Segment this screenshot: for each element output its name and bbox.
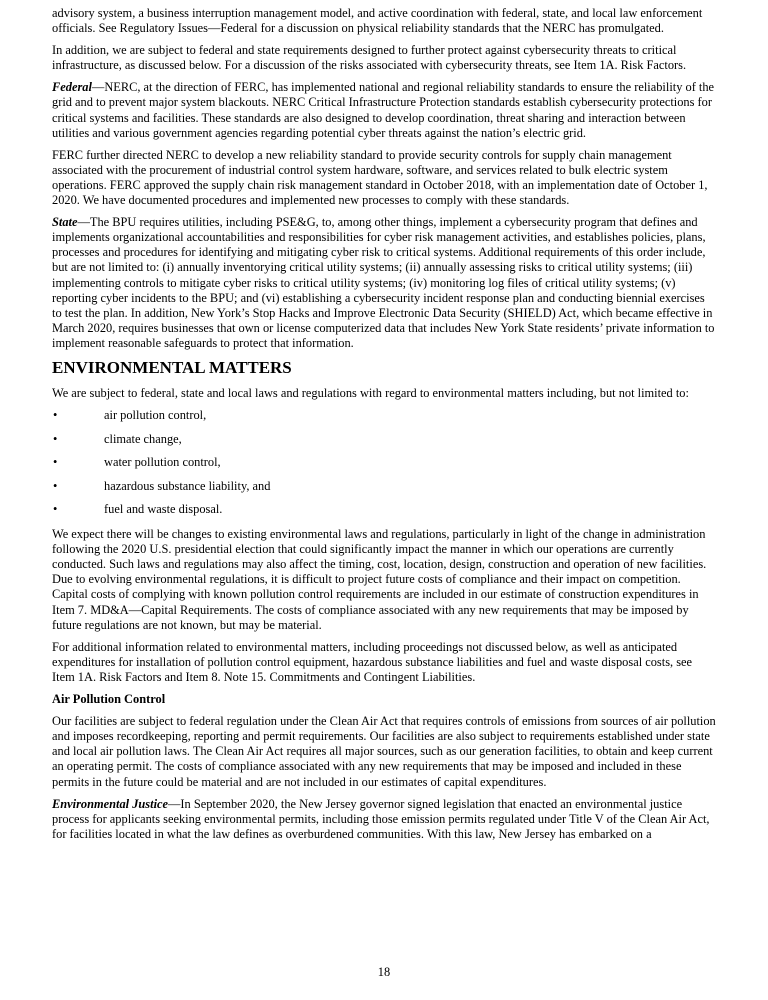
list-item: [52, 455, 716, 470]
list-item: [52, 408, 716, 423]
bullet-icon: •: [53, 431, 58, 446]
bullet-icon: •: [53, 408, 58, 423]
bullet-icon: •: [53, 455, 58, 470]
paragraph-state: [52, 215, 716, 351]
paragraph-physical-security: advisory system, a business interruption management model, and active coordination with federal, state, and local law enforcement officials. See Regulatory Issues—Federal for a discussion on physical reliability standards that the NERC has promulgated.: [52, 6, 703, 36]
list-item-text: fuel and waste disposal.: [104, 502, 223, 516]
list-item-text: climate change,: [104, 431, 182, 446]
bullet-icon: •: [53, 478, 58, 493]
bullet-icon: •: [53, 502, 58, 516]
environmental-justice-text: —In September 2020, the New Jersey governor signed legislation that enacted an environmental justice process for applicants seeking environmental permits, including those emission permits regulated under Title V of the Clean Air Act, for facilities located in what the law defines as overburdened communities. With this law, New Jersey has embarked on a: [52, 796, 710, 841]
list-item: [52, 502, 716, 517]
list-item-text: water pollution control,: [104, 455, 221, 470]
document-page: [52, 6, 716, 849]
federal-text: —NERC, at the direction of FERC, has implemented national and regional reliability standards to ensure the reliability of the grid and to prevent major system blackouts. NERC Critical Infrastructure Protection standards establish cybersecurity protections for critical systems and facilities. These standards are also designed to develop coordination, threat sharing and interaction between utilities and various government agencies regarding potential cyber threats against the nation’s electric grid.: [52, 80, 715, 140]
paragraph-regulatory-changes: We expect there will be changes to existing environmental laws and regulations, particularly in light of the change in administration following the 2020 U.S. presidential election that could significantly impact the manner in which our operations are currently conducted. Such laws and regulations may also affect the timing, cost, location, design, construction and operation of new facilities. Due to evolving environmental regulations, it is difficult to project future costs of compliance and their impact on competition. Capital costs of complying with known pollution control requirements are included in our estimate of construction expenditures in Item 7. MD&A—Capital Requirements. The costs of compliance associated with any new requirements that may be imposed by future regulations are not known, but may be material.: [52, 527, 707, 632]
federal-lead-in: Federal: [52, 80, 92, 95]
list-item: [52, 432, 716, 447]
list-item: [52, 479, 716, 494]
state-lead-in: State: [52, 215, 78, 230]
subheading-air-pollution-control: Air Pollution Control: [52, 692, 166, 707]
paragraph-cybersecurity-intro: In addition, we are subject to federal and state requirements designed to further protect against cybersecurity threats to critical infrastructure, as discussed below. For a discussion of the risks associated with cybersecurity threats, see Item 1A. Risk Factors.: [52, 43, 687, 73]
paragraph-environmental-intro: We are subject to federal, state and local laws and regulations with regard to environmental matters including, but not limited to:: [52, 385, 689, 400]
paragraph-ferc-supply-chain: FERC further directed NERC to develop a new reliability standard to provide security controls for supply chain management associated with the procurement of industrial control system hardware, software, and services related to bulk electric system operations. FERC approved the supply chain risk management standard in October 2018, with an implementation date of October 1, 2020. We have documented procedures and implemented new processes to comply with these standards.: [52, 147, 708, 208]
section-heading-environmental-matters: ENVIRONMENTAL MATTERS: [52, 357, 292, 377]
state-text: —The BPU requires utilities, including PSE&G, to, among other things, implement a cybersecurity program that defines and implements organizational accountabilities and responsibilities for cyber risk management activities, and establishes policies, plans, processes and procedures for identifying and mitigating cyber risk to critical systems. Additional requirements of this order include, but are not limited to: (i) annually inventorying critical utility systems; (ii) annually assessing risks to critical utility systems; (iii) implementing controls to mitigate cyber risks to critical utility systems; (iv) monitoring log files of critical utility systems; (v) reporting cyber incidents to the BPU; and (vi) establishing a cybersecurity incident response plan and conducting biennial exercises to test the plan. In addition, New York’s Stop Hacks and Improve Electronic Data Security (SHIELD) Act, which became effective in March 2020, requires businesses that own or license computerized data that includes New York State residents’ private information to implement reasonable safeguards to protect that information.: [52, 215, 715, 350]
environmental-matters-list: [52, 408, 716, 517]
list-item-text: air pollution control,: [104, 408, 207, 423]
page-number: 18: [377, 965, 391, 979]
paragraph-additional-information: For additional information related to environmental matters, including proceedings not discussed below, as well as anticipated expenditures for installation of pollution control equipment, hazardous substance liabilities and fuel and waste disposal costs, see Item 1A. Risk Factors and Item 8. Note 15. Commitments and Contingent Liabilities.: [52, 639, 693, 684]
environmental-justice-lead-in: Environmental Justice: [52, 796, 169, 811]
paragraph-federal: [52, 80, 716, 140]
list-item-text: hazardous substance liability, and: [104, 478, 271, 493]
paragraph-clean-air-act: Our facilities are subject to federal regulation under the Clean Air Act that requires controls of emissions from sources of air pollution and imposes recordkeeping, reporting and permit requirements. Our facilities are also subject to requirements established under state and local air pollution laws. The Clean Air Act requires all major sources, such as our generation facilities, to obtain and keep current an operating permit. The costs of compliance associated with any new requirements that may be imposed and included in these permits in the future could be material and are not included in our estimates of capital expenditures.: [52, 714, 716, 789]
paragraph-environmental-justice: [52, 797, 716, 842]
